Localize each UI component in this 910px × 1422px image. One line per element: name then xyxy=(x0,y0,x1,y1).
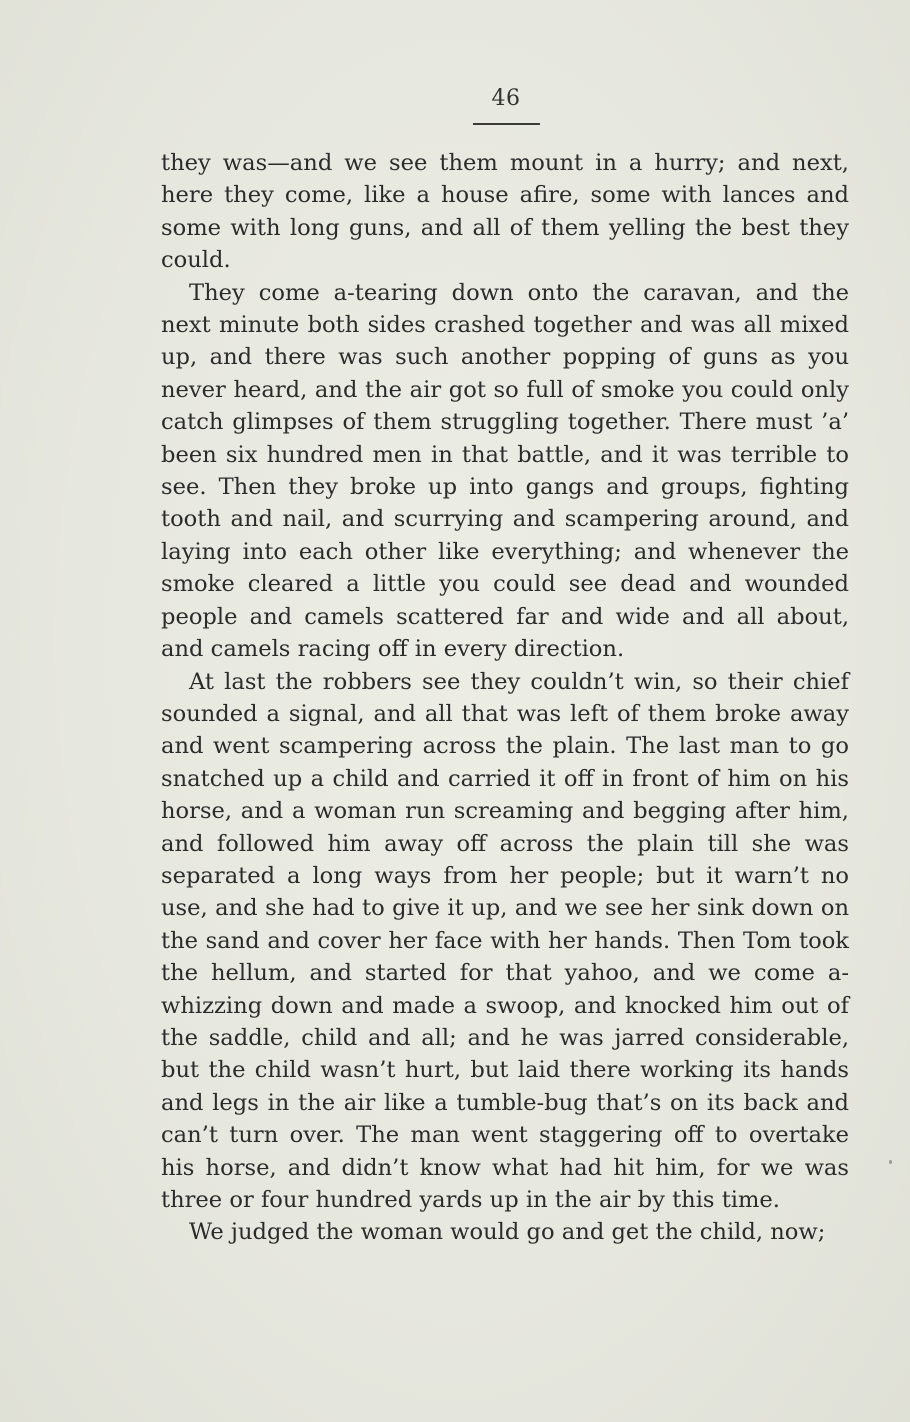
paragraph-1: they was—and we see them mount in a hurry; and next, here they come, like a house afire, some with lances and some with long guns, and all of them yelling the best they could. xyxy=(161,150,849,274)
paper-speck xyxy=(889,1160,892,1164)
paragraph-4: We judged the woman would go and get the child, now; xyxy=(189,1219,826,1246)
page-number: 46 xyxy=(491,86,521,111)
paragraph-3: At last the robbers see they couldn’t win, so their chief sounded a signal, and all that was left of them broke away and went scampering across the plain. The last man to go snatched up a child and carried it off in front of him on his horse, and a woman run screaming and begging after him, and followed him away off across the plain till she was separated a long ways from her people; but it warn’t no use, and she had to give it up, and we see her sink down on the sand and cover her face with her hands. Then Tom took the hellum, and started for that yahoo, and we come a-whizzing down and made a swoop, and knocked him out of the saddle, child and all; and he was jarred considerable, but the child wasn’t hurt, but laid there working its hands and legs in the air like a tumble-bug that’s on its back and can’t turn over. The man went staggering off to overtake his horse, and didn’t know what had hit him, for we was three or four hundred yards up in the air by this time. xyxy=(161,668,849,1213)
body-text xyxy=(161,147,849,1249)
paragraph-2: They come a-tearing down onto the caravan, and the next minute both sides crashed together and was all mixed up, and there was such another popping of guns as you never heard, and the air got so full of smoke you could only catch glimpses of them struggling together. There must ’a’ been six hundred men in that battle, and it was terrible to see. Then they broke up into gangs and groups, fighting tooth and nail, and scurrying and scampering around, and laying into each other like everything; and whenever the smoke cleared a little you could see dead and wounded people and camels scattered far and wide and all about, and camels racing off in every direction. xyxy=(161,279,849,663)
page-number-rule xyxy=(473,123,540,125)
